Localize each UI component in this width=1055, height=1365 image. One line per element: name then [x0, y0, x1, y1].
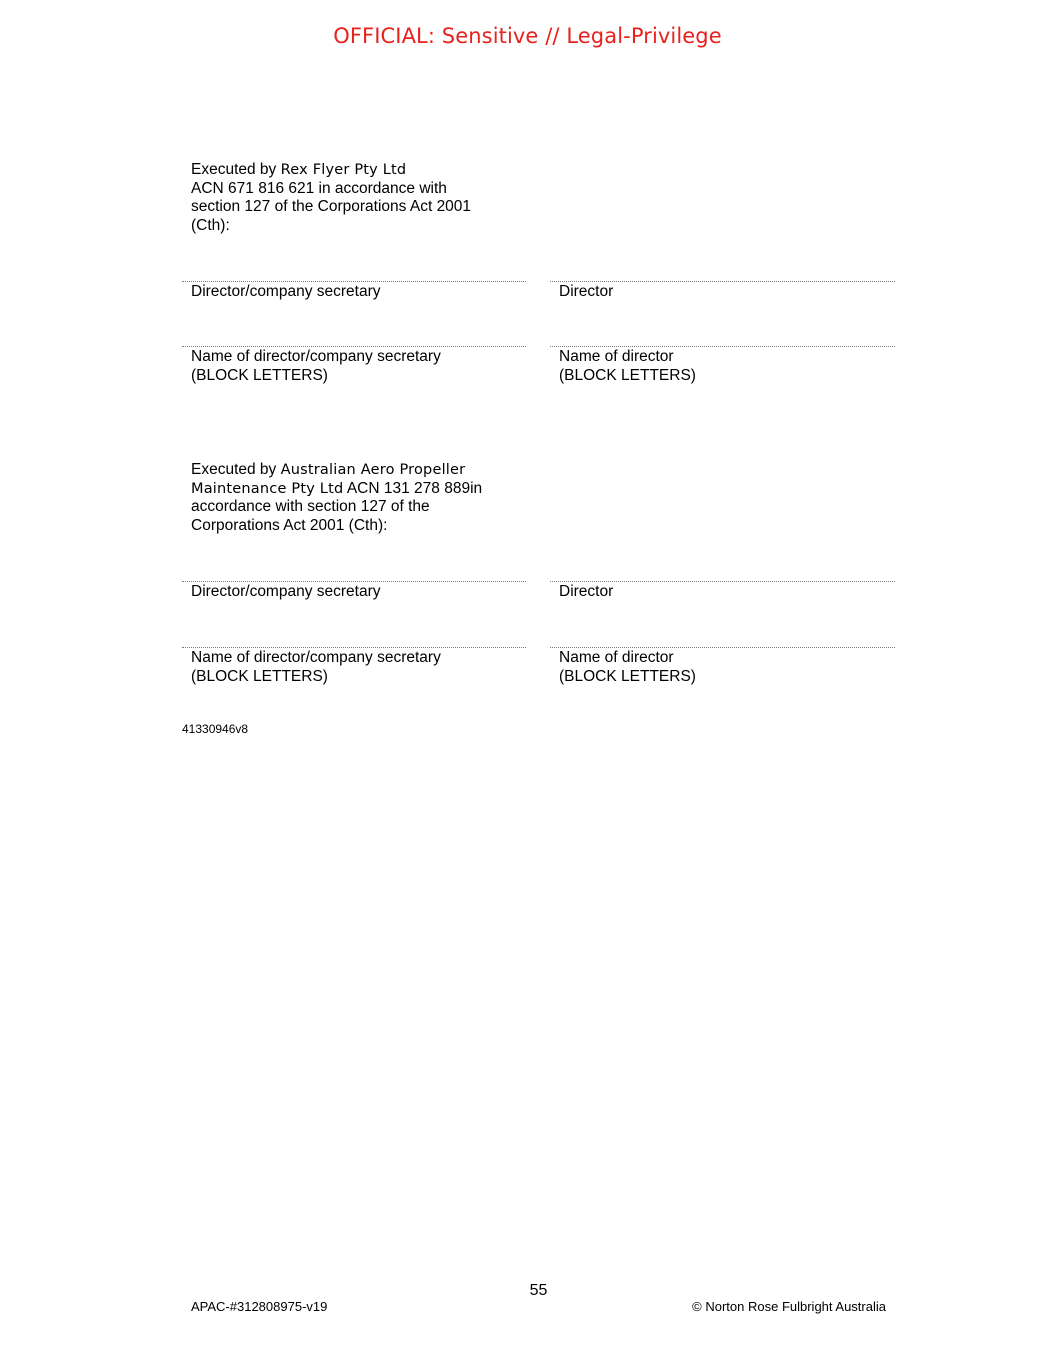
name-label-right	[559, 348, 696, 385]
footer-copyright: © Norton Rose Fulbright Australia	[692, 1299, 886, 1314]
execution-clause-2	[191, 461, 511, 535]
name-label-text: Name of director/company secretary	[191, 348, 441, 365]
execution-prefix: Executed by	[191, 161, 281, 178]
execution-clause-line: accordance with section 127 of the	[191, 498, 430, 516]
block-letters-note: (BLOCK LETTERS)	[559, 667, 696, 685]
execution-clause-line: section 127 of the Corporations Act 2001	[191, 198, 472, 216]
signature-line-left[interactable]	[182, 581, 526, 582]
name-line-left[interactable]	[182, 647, 526, 648]
footer-doc-id: APAC-#312808975-v19	[191, 1299, 328, 1314]
execution-clause-line	[191, 480, 511, 499]
company-name: Maintenance Pty Ltd	[191, 480, 344, 497]
signatory-role-label: Director	[559, 283, 614, 300]
name-label-left	[191, 348, 441, 385]
name-label-left	[191, 649, 441, 686]
block-letters-note: (BLOCK LETTERS)	[191, 366, 328, 384]
execution-clause-1	[191, 161, 511, 235]
execution-clause-line	[191, 461, 511, 480]
company-name: Rex Flyer Pty Ltd	[280, 162, 407, 178]
signature-line-right[interactable]	[550, 581, 895, 582]
name-line-right[interactable]	[550, 647, 895, 648]
signatory-role-label: Director/company secretary	[191, 583, 381, 600]
document-reference: 41330946v8	[182, 722, 249, 736]
execution-clause-line: ACN 671 816 621 in accordance with	[191, 179, 447, 197]
block-letters-note: (BLOCK LETTERS)	[559, 366, 696, 384]
execution-clause-line: (Cth):	[191, 216, 230, 234]
signatory-role-label: Director	[559, 583, 614, 600]
name-line-left[interactable]	[182, 346, 526, 347]
acn-text: ACN 131 278 889in	[343, 479, 483, 497]
name-line-right[interactable]	[550, 346, 895, 347]
signature-line-right[interactable]	[550, 281, 895, 282]
signatory-role-label: Director/company secretary	[191, 283, 381, 300]
execution-prefix: Executed by	[191, 461, 281, 478]
classification-marking: OFFICIAL: Sensitive // Legal-Privilege	[333, 24, 722, 48]
name-label-right	[559, 649, 696, 686]
page-number: 55	[529, 1282, 548, 1299]
execution-clause-line	[191, 161, 511, 180]
execution-clause-line: Corporations Act 2001 (Cth):	[191, 516, 388, 534]
name-label-text: Name of director	[559, 649, 674, 666]
signature-line-left[interactable]	[182, 281, 526, 282]
company-name: Australian Aero Propeller	[280, 462, 466, 478]
block-letters-note: (BLOCK LETTERS)	[191, 667, 328, 685]
name-label-text: Name of director	[559, 348, 674, 365]
name-label-text: Name of director/company secretary	[191, 649, 441, 666]
